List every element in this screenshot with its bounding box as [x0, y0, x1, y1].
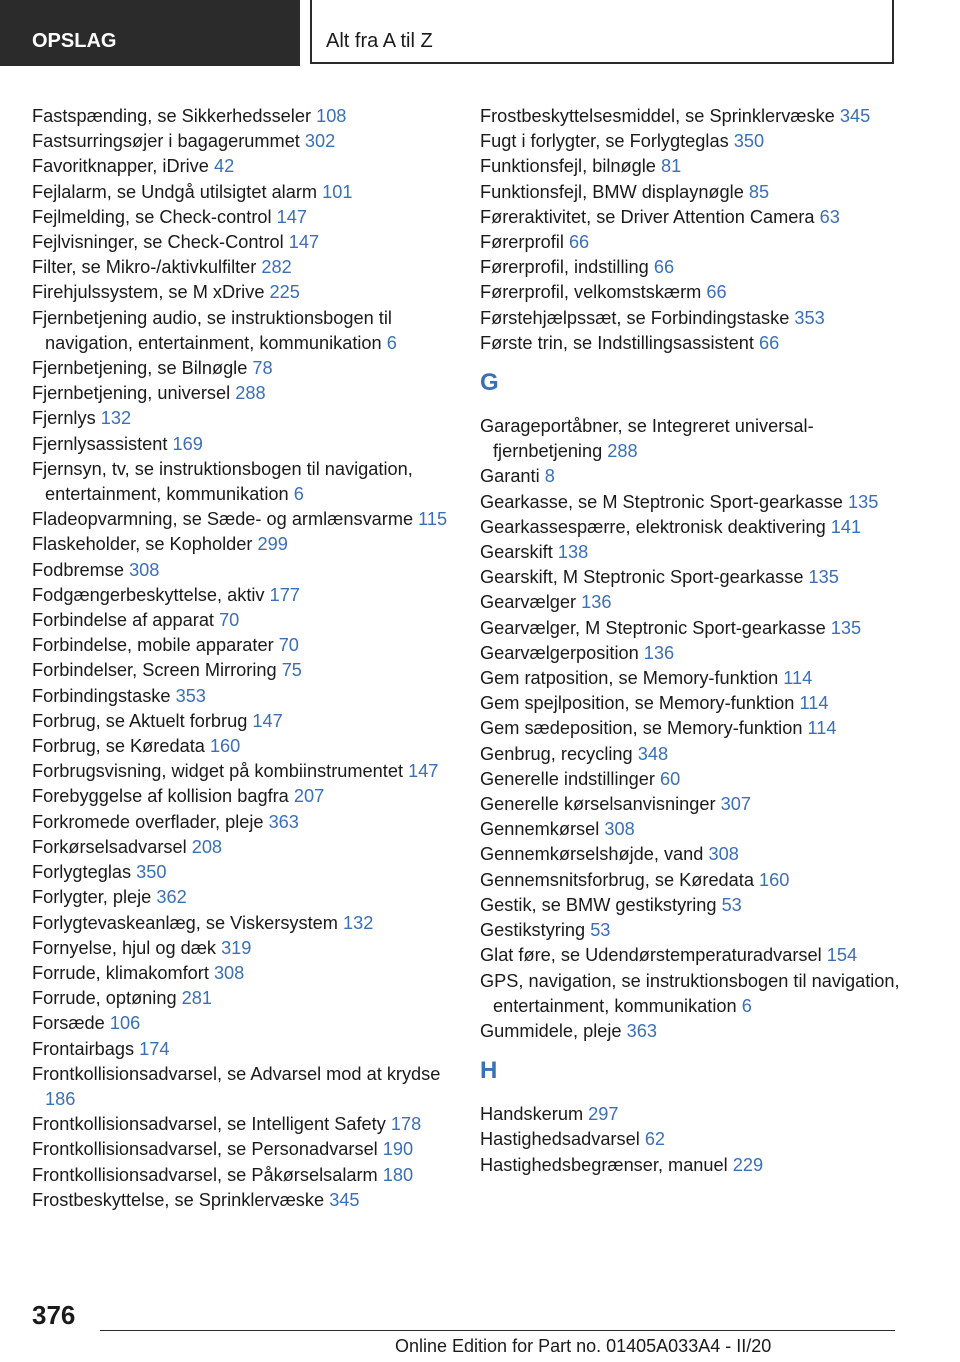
index-entry [32, 1137, 472, 1162]
entry-text: Forebyggelse af kollision bagfra [32, 786, 289, 807]
index-entry [32, 558, 472, 583]
index-group-f [480, 104, 910, 356]
entry-text: Favoritknapper, iDrive [32, 156, 209, 177]
page-link[interactable]: 132 [343, 912, 374, 933]
page-link[interactable]: 8 [544, 466, 555, 487]
index-entry [32, 633, 472, 658]
index-entry [32, 1037, 472, 1062]
page-link[interactable]: 60 [659, 768, 681, 789]
index-entry [480, 180, 910, 205]
page-link[interactable]: 114 [783, 668, 813, 689]
page-link[interactable]: 177 [269, 584, 300, 605]
index-entry [32, 709, 472, 734]
index-entry [32, 961, 472, 986]
entry-text: Fjernlys [32, 408, 96, 429]
entry-text: Forlygtevaskeanlæg, se Viskersystem [32, 912, 338, 933]
index-entry [32, 180, 472, 205]
entry-text: Fjernbetjening audio, se instruktionsbogen til navigation, entertainment, kommunikation [32, 307, 392, 353]
page-link[interactable]: 42 [213, 156, 235, 177]
page-link[interactable]: 66 [568, 232, 590, 253]
page-link[interactable]: 207 [293, 786, 325, 807]
entry-text: Fjernbetjening, universel [32, 383, 231, 404]
page-link[interactable]: 114 [799, 693, 829, 714]
entry-text: Førstehjælpssæt, se Forbindingstaske [480, 307, 790, 328]
entry-text: Gearvælger, M Steptronic Sport-gearkasse [480, 617, 826, 638]
page-link[interactable]: 345 [329, 1189, 360, 1210]
page-link[interactable]: 160 [209, 736, 241, 757]
entry-text: Forrude, optøning [32, 988, 177, 1009]
page-link[interactable]: 6 [386, 332, 397, 353]
page-link[interactable]: 62 [644, 1129, 666, 1150]
entry-text: Frontkollisionsadvarsel, se Personadvarsel [32, 1139, 378, 1160]
index-entry [32, 608, 472, 633]
entry-text: Garanti [480, 466, 540, 487]
index-entry [480, 842, 910, 867]
page-link[interactable]: 350 [733, 131, 765, 152]
entry-text: Førerprofil, velkomstskærm [480, 282, 702, 303]
index-entry [32, 1062, 472, 1112]
page-link[interactable]: 208 [191, 836, 223, 857]
entry-text: Forbrug, se Aktuelt forbrug [32, 710, 248, 731]
index-entry [480, 666, 910, 691]
page-link[interactable]: 85 [748, 181, 770, 202]
entry-text: Gummidele, pleje [480, 1020, 622, 1041]
index-entry [480, 817, 910, 842]
index-entry [32, 1112, 472, 1137]
index-entry [32, 885, 472, 910]
page-link[interactable]: 174 [139, 1038, 170, 1059]
index-entry [32, 1011, 472, 1036]
index-entry [480, 742, 910, 767]
entry-text: Frostbeskyttelsesmiddel, se Sprinklervæske [480, 106, 835, 126]
index-entry [32, 205, 472, 230]
page-link[interactable]: 154 [826, 945, 858, 966]
entry-text: Fjernlysassistent [32, 433, 168, 454]
index-entry [480, 540, 910, 565]
index-entry [32, 104, 472, 129]
entry-text: Gem ratposition, se Memory-funktion [480, 668, 779, 689]
page-link[interactable]: 362 [156, 887, 187, 908]
entry-text: Fastspænding, se Sikkerhedsseler [32, 106, 312, 126]
index-entry [32, 658, 472, 683]
entry-text: Forbrug, se Køredata [32, 736, 205, 757]
page-link[interactable]: 363 [268, 811, 299, 832]
page-link[interactable]: 114 [807, 718, 837, 739]
page-link[interactable]: 66 [758, 332, 780, 353]
index-entry [480, 565, 910, 590]
index-entry [32, 734, 472, 759]
page-link[interactable]: 353 [794, 307, 825, 328]
entry-text: Forbindelse, mobile apparater [32, 635, 274, 656]
entry-text: Første trin, se Indstillingsassistent [480, 332, 754, 353]
entry-text: Frontkollisionsadvarsel, se Advarsel mod at krydse [32, 1063, 441, 1084]
page-link[interactable]: 282 [261, 257, 292, 278]
entry-text: Glat føre, se Udendørstemperaturadvarsel [480, 945, 822, 966]
entry-text: Gennemkørsel [480, 819, 600, 840]
index-entry [32, 835, 472, 860]
page-link[interactable]: 178 [390, 1114, 422, 1135]
index-entry [32, 936, 472, 961]
index-entry [32, 129, 472, 154]
entry-text: Fodgængerbeskyttelse, aktiv [32, 584, 265, 605]
index-entry [32, 154, 472, 179]
page-link[interactable]: 106 [109, 1013, 141, 1034]
index-entry [480, 1019, 910, 1044]
page-link[interactable]: 308 [604, 819, 635, 840]
entry-text: Forbindelse af apparat [32, 610, 214, 631]
page-link[interactable]: 186 [45, 1088, 76, 1109]
index-entry [32, 406, 472, 431]
entry-text: GPS, navigation, se instruktionsbogen til navigation, entertainment, kommunikation [480, 970, 900, 1016]
entry-text: Fladeopvarmning, se Sæde- og armlænsvarme [32, 509, 414, 530]
page-link[interactable]: 299 [257, 534, 288, 555]
index-entry [480, 129, 910, 154]
page-link[interactable]: 281 [181, 988, 212, 1009]
page-link[interactable]: 66 [653, 257, 675, 278]
page-link[interactable]: 225 [269, 282, 300, 303]
index-entry [32, 230, 472, 255]
page-link[interactable]: 307 [720, 794, 751, 815]
entry-text: Handskerum [480, 1104, 584, 1125]
index-entry [32, 507, 472, 532]
entry-text: Fodbremse [32, 559, 124, 580]
page-link[interactable]: 135 [830, 617, 862, 638]
index-entry [480, 205, 910, 230]
entry-text: Hastighedsadvarsel [480, 1129, 640, 1150]
entry-text: Generelle indstillinger [480, 768, 655, 789]
entry-text: Fjernbetjening, se Bilnøgle [32, 358, 248, 379]
entry-text: Gestikstyring [480, 920, 586, 941]
page-link[interactable]: 135 [808, 567, 839, 588]
entry-text: Gearvælgerposition [480, 642, 639, 663]
page-link[interactable]: 297 [588, 1104, 619, 1125]
page-link[interactable]: 169 [172, 433, 203, 454]
page-link[interactable]: 308 [213, 962, 245, 983]
footer-edition: Online Edition for Part no. 01405A033A4 - II/20 [395, 1336, 772, 1356]
index-entry [480, 969, 910, 1019]
index-letter-g: G [480, 369, 499, 397]
chapter-title: Alt fra A til Z [326, 30, 433, 52]
entry-text: Forbindelser, Screen Mirroring [32, 660, 277, 681]
page-number: 376 [32, 1300, 76, 1330]
index-entry [32, 1188, 472, 1213]
index-column-left [32, 104, 472, 1213]
page-link[interactable]: 75 [281, 660, 302, 681]
page-link[interactable]: 135 [847, 491, 879, 512]
index-entry [32, 759, 472, 784]
index-entry [480, 414, 910, 464]
entry-text: Forrude, klimakomfort [32, 962, 209, 983]
index-entry [480, 306, 910, 331]
section-tab[interactable] [0, 0, 300, 66]
index-entry [480, 918, 910, 943]
index-entry [480, 641, 910, 666]
entry-text: Gearskift [480, 542, 553, 563]
chapter-tab [310, 0, 894, 64]
page-link[interactable]: 147 [276, 206, 307, 227]
entry-text: Funktionsfejl, bilnøgle [480, 156, 656, 177]
page-link[interactable]: 53 [721, 894, 742, 915]
entry-text: Fejlmelding, se Check-control [32, 206, 272, 227]
index-entry [480, 280, 910, 305]
index-entry [32, 860, 472, 885]
index-entry [480, 616, 910, 641]
index-entry [480, 893, 910, 918]
entry-text: Genbrug, recycling [480, 743, 633, 764]
entry-text: Flaskeholder, se Kopholder [32, 534, 253, 555]
page-link[interactable]: 136 [581, 592, 612, 613]
page-link[interactable]: 302 [304, 131, 336, 152]
entry-text: Forbrugsvisning, widget på kombiinstrumentet [32, 761, 403, 782]
page-link[interactable]: 78 [252, 358, 273, 379]
page-link[interactable]: 180 [382, 1164, 414, 1185]
index-group-g [480, 414, 910, 1044]
entry-text: Frostbeskyttelse, se Sprinklervæske [32, 1189, 325, 1210]
index-entry [32, 457, 472, 507]
index-entry [480, 1127, 910, 1152]
entry-text: Gennemkørselshøjde, vand [480, 844, 704, 865]
page-link[interactable]: 101 [322, 181, 353, 202]
entry-text: Gem sædeposition, se Memory-funktion [480, 718, 803, 739]
index-entry [32, 356, 472, 381]
page-link[interactable]: 147 [288, 232, 320, 253]
entry-text: Fejlalarm, se Undgå utilsigtet alarm [32, 181, 318, 202]
index-letter-h: H [480, 1057, 498, 1085]
index-entry [32, 583, 472, 608]
entry-text: Forsæde [32, 1013, 105, 1034]
entry-text: Generelle kørselsanvisninger [480, 794, 716, 815]
section-label: OPSLAG [32, 30, 117, 52]
entry-text: Hastighedsbegrænser, manuel [480, 1154, 728, 1175]
page-link[interactable]: 63 [819, 206, 840, 227]
entry-text: Gestik, se BMW gestikstyring [480, 894, 717, 915]
index-entry [480, 230, 910, 255]
index-entry [480, 104, 910, 129]
entry-text: Funktionsfejl, BMW displaynøgle [480, 181, 744, 202]
footer-divider [100, 1330, 895, 1331]
index-entry [480, 691, 910, 716]
index-entry [480, 154, 910, 179]
index-entry [32, 381, 472, 406]
entry-text: Gearkasse, se M Steptronic Sport-gearkasse [480, 491, 843, 512]
page-link[interactable]: 81 [660, 156, 682, 177]
page-link[interactable]: 141 [830, 516, 862, 537]
page-link[interactable]: 6 [293, 484, 304, 505]
page-link[interactable]: 108 [316, 106, 347, 126]
page-link[interactable]: 229 [732, 1154, 764, 1175]
entry-text: Fejlvisninger, se Check-Control [32, 232, 284, 253]
index-entry [32, 986, 472, 1011]
entry-text: Gem spejlposition, se Memory-funktion [480, 693, 795, 714]
entry-text: Føreraktivitet, se Driver Attention Camera [480, 206, 815, 227]
index-entry [32, 432, 472, 457]
page-link[interactable]: 190 [382, 1139, 414, 1160]
entry-text: Filter, se Mikro-/aktivkulfilter [32, 257, 257, 278]
index-entry [480, 943, 910, 968]
index-entry [480, 255, 910, 280]
index-entry [480, 716, 910, 741]
index-entry [32, 810, 472, 835]
entry-text: Førerprofil, indstilling [480, 257, 649, 278]
page-link[interactable]: 345 [839, 106, 871, 126]
index-entry [32, 255, 472, 280]
page-link[interactable]: 115 [418, 509, 448, 530]
index-entry [32, 784, 472, 809]
page-link[interactable]: 319 [221, 937, 252, 958]
index-entry [480, 590, 910, 615]
entry-text: Fastsurringsøjer i bagagerummet [32, 131, 300, 152]
page-link[interactable]: 138 [557, 542, 589, 563]
page-link[interactable]: 288 [607, 441, 638, 462]
entry-text: Frontairbags [32, 1038, 135, 1059]
page-link[interactable]: 136 [643, 642, 675, 663]
entry-text: Fjernsyn, tv, se instruktionsbogen til navigation, entertainment, kommunikation [32, 458, 413, 505]
entry-text: Frontkollisionsadvarsel, se Intelligent Safety [32, 1114, 386, 1135]
page-link[interactable]: 66 [706, 282, 727, 303]
entry-text: Frontkollisionsadvarsel, se Påkørselsalarm [32, 1164, 378, 1185]
index-entry [32, 911, 472, 936]
page-link[interactable]: 308 [129, 559, 160, 580]
index-entry [32, 280, 472, 305]
page-link[interactable]: 308 [708, 844, 739, 865]
entry-text: Gennemsnitsforbrug, se Køredata [480, 869, 754, 890]
index-entry [480, 515, 910, 540]
index-entry [480, 490, 910, 515]
index-entry [32, 532, 472, 557]
entry-text: Gearkassespærre, elektronisk deaktivering [480, 516, 826, 537]
index-entry [32, 684, 472, 709]
page-link[interactable]: 53 [590, 920, 611, 941]
page-link[interactable]: 70 [219, 610, 240, 631]
index-group-h [480, 1102, 910, 1178]
page-link[interactable]: 350 [136, 862, 167, 883]
page-link[interactable]: 348 [637, 743, 669, 764]
index-entry [480, 868, 910, 893]
index-entry [32, 1163, 472, 1188]
entry-text: Gearskift, M Steptronic Sport-gearkasse [480, 567, 804, 588]
page-link[interactable]: 288 [235, 383, 266, 404]
index-column-right [480, 104, 910, 1178]
page-link[interactable]: 132 [100, 408, 132, 429]
entry-text: Fugt i forlygter, se Forlygteglas [480, 131, 729, 152]
entry-text: Forkromede overflader, pleje [32, 811, 264, 832]
index-entry [480, 1153, 910, 1178]
page-link[interactable]: 147 [252, 710, 283, 731]
index-entry [480, 464, 910, 489]
index-entry [480, 1102, 910, 1127]
index-entry [480, 792, 910, 817]
page-header [0, 0, 960, 66]
index-entry [480, 331, 910, 356]
page-link[interactable]: 363 [626, 1020, 657, 1041]
entry-text: Forkørselsadvarsel [32, 836, 187, 857]
index-entry [480, 767, 910, 792]
page-link[interactable]: 160 [759, 869, 790, 890]
entry-text: Forlygter, pleje [32, 887, 152, 908]
entry-text: Førerprofil [480, 232, 564, 253]
entry-text: Firehjulssystem, se M xDrive [32, 282, 265, 303]
page-link[interactable]: 70 [278, 635, 299, 656]
entry-text: Forlygteglas [32, 862, 132, 883]
page-link[interactable]: 6 [741, 995, 752, 1016]
index-entry [32, 306, 472, 356]
entry-text: Garageportåbner, se Integreret universal-fjernbetjening [480, 416, 814, 462]
entry-text: Fornyelse, hjul og dæk [32, 937, 216, 958]
page-link[interactable]: 353 [175, 685, 206, 706]
entry-text: Gearvælger [480, 592, 577, 613]
entry-text: Forbindingstaske [32, 685, 171, 706]
page-link[interactable]: 147 [408, 761, 439, 782]
